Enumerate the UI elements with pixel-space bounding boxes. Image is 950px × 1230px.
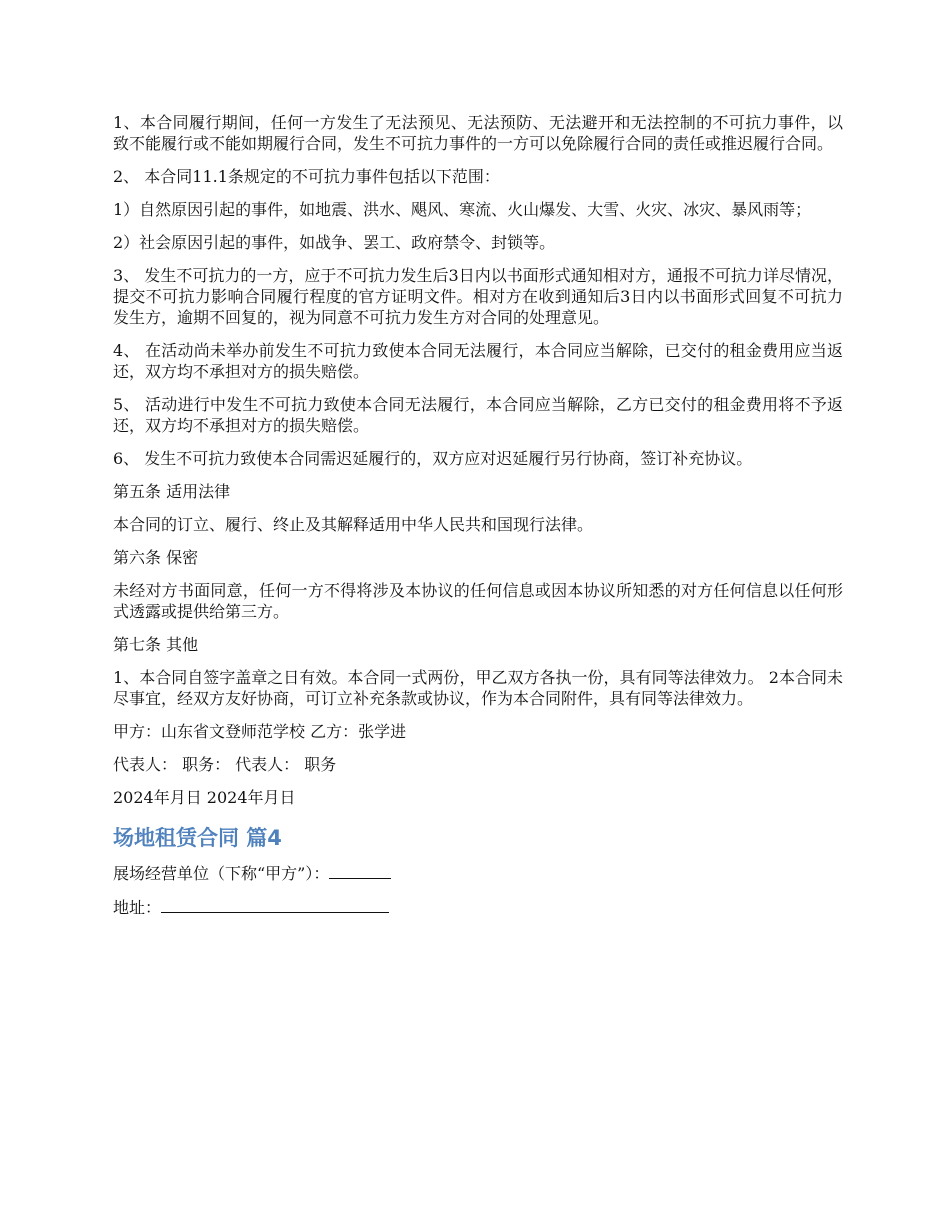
operator-blank (329, 862, 391, 879)
address-label: 地址： (113, 898, 162, 917)
clause-paragraph: 1）自然原因引起的事件，如地震、洪水、飓风、寒流、火山爆发、大雪、火灾、冰灾、暴风雨等； (113, 200, 812, 219)
document-page (113, 112, 843, 930)
clause-paragraph: 4、 在活动尚未举办前发生不可抗力致使本合同无法履行，本合同应当解除，已交付的租金费用应当返还，双方均不承担对方的损失赔偿。 (113, 341, 843, 381)
clause-paragraph: 2、 本合同11.1条规定的不可抗力事件包括以下范围： (113, 167, 500, 186)
article-title: 第五条 适用法律 (113, 482, 231, 501)
article-title: 第六条 保密 (113, 548, 199, 567)
date-line: 2024年月日 2024年月日 (113, 788, 296, 807)
clause-paragraph: 6、 发生不可抗力致使本合同需迟延履行的，双方应对迟延履行另行协商，签订补充协议。 (113, 449, 753, 468)
clause-paragraph: 2）社会原因引起的事件，如战争、罢工、政府禁令、封锁等。 (113, 233, 556, 252)
clause-paragraph: 1、本合同履行期间，任何一方发生了无法预见、无法预防、无法避开和无法控制的不可抗力事件，以致不能履行或不能如期履行合同，发生不可抗力事件的一方可以免除履行合同的责任或推迟履行合同。 (113, 113, 843, 153)
party-line: 甲方：山东省文登师范学校 乙方：张学进 (113, 722, 407, 741)
address-field-line (113, 896, 843, 918)
clause-paragraph: 本合同的订立、履行、终止及其解释适用中华人民共和国现行法律。 (113, 515, 594, 534)
clause-paragraph: 1、本合同自签字盖章之日有效。本合同一式两份，甲乙双方各执一份，具有同等法律效力。 2本合同未尽事宜，经双方友好协商，可订立补充条款或协议，作为本合同附件，具有同等法律效力。 (113, 668, 843, 708)
representative-line: 代表人： 职务： 代表人： 职务 (113, 755, 337, 774)
clause-paragraph: 未经对方书面同意，任何一方不得将涉及本协议的任何信息或因本协议所知悉的对方任何信息以任何形式透露或提供给第三方。 (113, 581, 843, 621)
operator-label: 展场经营单位（下称“甲方”）： (113, 864, 330, 883)
clause-paragraph: 5、 活动进行中发生不可抗力致使本合同无法履行，本合同应当解除，乙方已交付的租金费用将不予返还，双方均不承担对方的损失赔偿。 (113, 395, 843, 435)
section-heading: 场地租赁合同 篇4 (113, 826, 282, 850)
article-title: 第七条 其他 (113, 635, 199, 654)
clause-paragraph: 3、 发生不可抗力的一方，应于不可抗力发生后3日内以书面形式通知相对方，通报不可抗力详尽情况，提交不可抗力影响合同履行程度的官方证明文件。相对方在收到通知后3日内以书面形式回复不可抗力发生方，逾期不回复的，视为同意不可抗力发生方对合同的处理意见。 (113, 266, 843, 327)
address-blank (161, 896, 389, 913)
operator-field-line (113, 862, 843, 884)
